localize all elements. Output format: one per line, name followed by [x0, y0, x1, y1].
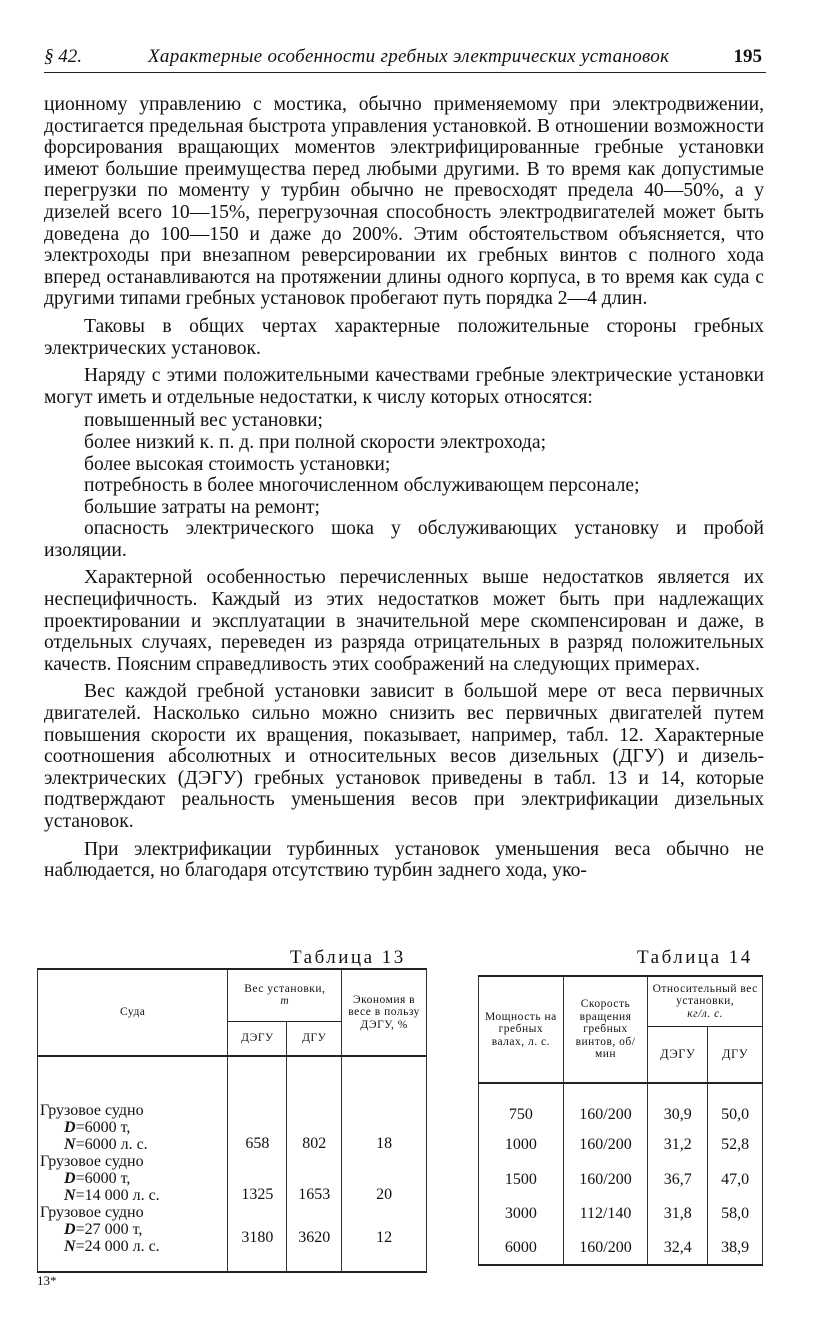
list-item: большие затраты на ремонт;: [84, 496, 320, 518]
ship-cell: Грузовое судно D=27 000 т, N=24 000 л. с.: [38, 1204, 228, 1272]
cell-dgu: 3620: [287, 1204, 342, 1272]
table-row: [479, 1083, 763, 1128]
col-header-power: Мощность на гребных валах, л. с.: [479, 976, 564, 1083]
table-row: [38, 1204, 427, 1272]
signature-mark: 13*: [37, 1273, 57, 1288]
cell-degu: 32,4: [648, 1231, 708, 1265]
col-header-ships: Суда: [38, 969, 228, 1056]
running-header: [44, 42, 766, 73]
list-item: более высокая стоимость установки;: [84, 453, 391, 475]
col-header-dgu: ДГУ: [287, 1021, 342, 1056]
paragraph: ционному управлению с мостика, обычно применяемому при электродвижении, достигается предельная быстрота управления установкой. В отношении возможности форсирования вращающих моментов электрифицированные гребные установки имеют большие преимущества перед любыми другими. В то время как допустимые перегрузки по моменту у турбин обычно не превосходят предела 40—50%, а у дизелей всего 10—15%, перегрузочная способность электродвигателей может быть доведена до 100—150 и даже до 200%. Этим обстоятельством объясняется, что электроходы при внезапном реверсировании их гребных винтов с полного хода вперед останавливаются на протяжении длины одного корпуса, в то время как суда с другими типами гребных установок пробегают путь порядка 2—4 длин.: [44, 94, 764, 310]
table14-caption: Таблица 14: [637, 947, 753, 968]
cell-degu: 31,2: [648, 1128, 708, 1162]
section-number: § 42.: [44, 46, 82, 67]
cell-power: 1000: [479, 1128, 564, 1162]
cell-dgu: 47,0: [708, 1162, 763, 1197]
cell-degu: 30,9: [648, 1083, 708, 1128]
table-row: [479, 1162, 763, 1197]
table-row: [38, 1056, 427, 1153]
disadvantages-list: [44, 410, 764, 561]
table-14: [478, 975, 763, 1266]
col-header-economy: Экономия в весе в пользу ДЭГУ, %: [342, 969, 427, 1056]
list-item: опасность электрического шока у обслуживающих установку и пробой изоляции.: [44, 518, 764, 561]
list-item: потребность в более многочисленном обслуживающем персонале;: [84, 475, 640, 497]
paragraph: Наряду с этими положительными качествами гребные электрические установки могут иметь и отдельные недостатки, к числу которых относятся:: [44, 365, 764, 408]
cell-power: 1500: [479, 1162, 564, 1197]
table-row: [479, 1231, 763, 1265]
col-header-degu: ДЭГУ: [228, 1021, 287, 1056]
cell-dgu: 52,8: [708, 1128, 763, 1162]
col-header-degu: ДЭГУ: [648, 1026, 708, 1083]
list-item: более низкий к. п. д. при полной скорости электрохода;: [84, 431, 547, 453]
cell-degu: 3180: [228, 1204, 287, 1272]
cell-power: 6000: [479, 1231, 564, 1265]
paragraph: Вес каждой гребной установки зависит в большой мере от веса первичных двигателей. Насколько сильно можно снизить вес первичных двигателей путем повышения скорости их вращения, показывает, например, табл. 12. Характерные соотношения абсолютных и относительных весов дизельных (ДГУ) и дизель-электрических (ДЭГУ) гребных установок приведены в табл. 13 и 14, которые подтверждают реальность уменьшения весов при электрификации дизельных установок.: [44, 681, 764, 832]
cell-economy: 12: [342, 1204, 427, 1272]
cell-power: 750: [479, 1083, 564, 1128]
table-row: [479, 1197, 763, 1231]
paragraph: Характерной особенностью перечисленных выше недостатков является их неспецифичность. Каждый из этих недостатков может быть при надлежащих проектировании и эксплуатации в значительной мере скомпенсирован и даже, в отдельных случаях, переведен из разряда отрицательных в разряд положительных качеств. Поясним справедливость этих соображений на следующих примерах.: [44, 567, 764, 675]
cell-speed: 160/200: [563, 1083, 648, 1128]
running-title: Характерные особенности гребных электрических установок: [148, 46, 670, 67]
paragraph: При электрификации турбинных установок уменьшения веса обычно не наблюдается, но благодаря отсутствию турбин заднего хода, уко-: [44, 838, 764, 882]
paragraph: Таковы в общих чертах характерные положительные стороны гребных электрических установок.: [44, 315, 764, 359]
ship-cell: Грузовое судно D=6000 т, N=14 000 л. с.: [38, 1153, 228, 1204]
body-text: [44, 94, 764, 888]
cell-degu: 1325: [228, 1153, 287, 1204]
cell-degu: 36,7: [648, 1162, 708, 1197]
table13-caption: Таблица 13: [290, 947, 406, 968]
list-item: повышенный вес установки;: [84, 410, 323, 432]
cell-speed: 160/200: [563, 1162, 648, 1197]
cell-degu: 658: [228, 1056, 287, 1153]
cell-economy: 20: [342, 1153, 427, 1204]
cell-power: 3000: [479, 1197, 564, 1231]
cell-degu: 31,8: [648, 1197, 708, 1231]
cell-dgu: 1653: [287, 1153, 342, 1204]
col-header-speed: Скорость вращения гребных винтов, об/мин: [563, 976, 648, 1083]
table-row: [479, 1128, 763, 1162]
cell-dgu: 58,0: [708, 1197, 763, 1231]
cell-speed: 112/140: [563, 1197, 648, 1231]
col-header-relweight: Относительный вес установки, кг/л. с.: [648, 976, 763, 1026]
table-13: [37, 968, 427, 1273]
col-header-dgu: ДГУ: [708, 1026, 763, 1083]
cell-economy: 18: [342, 1056, 427, 1153]
cell-speed: 160/200: [563, 1231, 648, 1265]
table-row: [38, 1153, 427, 1204]
cell-dgu: 50,0: [708, 1083, 763, 1128]
ship-cell: Грузовое судно D=6000 т, N=6000 л. с.: [38, 1056, 228, 1153]
col-header-weight: Вес установки, т: [228, 969, 342, 1021]
cell-dgu: 38,9: [708, 1231, 763, 1265]
cell-dgu: 802: [287, 1056, 342, 1153]
page-number: 195: [733, 46, 762, 67]
cell-speed: 160/200: [563, 1128, 648, 1162]
